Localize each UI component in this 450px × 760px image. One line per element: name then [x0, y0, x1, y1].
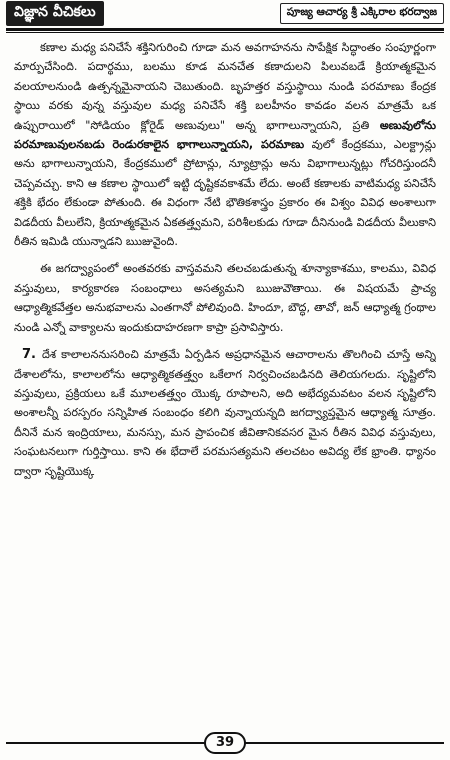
author-name: పూజ్య ఆచార్య శ్రీ ఎక్కిరాల భరద్వాజ	[280, 3, 444, 24]
running-header	[6, 0, 444, 26]
page-body	[14, 38, 436, 726]
paragraph-1-text-a: కణాల మధ్య పనిచేసే శక్తినిగురించి గూడా మన అవగాహనను సాపేక్షిక సిద్ధాంతం సంపూర్ణంగా మార్పుచేసింది. పదార్థము, బలము కూడ మనచేత కణాదులని పిలువబడే క్రియాత్మకమైన వలయాలనుండి ఉత్పన్నమైనాయని చెబుతుంది. బృహత్తర వస్తుస్థాయి నుండి పరమాణు కేంద్రక స్థాయి వరకు వున్న వస్తువుల మధ్య పనిచేసే శక్తి బలహీనం కావడం వలన మాత్రమే ఒక ఉప్పురాయిలో "సోడియం క్లోరైడ్ అణువులు" అన్న భాగాలున్నాయని, ప్రతి	[14, 41, 436, 132]
header-rule-thin	[6, 32, 444, 33]
page-footer	[6, 730, 444, 756]
paragraph-2-text: ఈ జగద్వ్యాపంలో అంతవరకు వాస్తవమని తలచబడుతున్న శూన్యాకాశము, కాలము, వివిధ వస్తువులు, కార్యకారణ సంబంధాలు అసత్యమని ఋజువౌతాయి. ఈ విషయమే ప్రాచ్య ఆధ్యాత్మికవేత్తల అనుభవాలను ఎంతగానో పోలివుంది. హిందూ, బౌద్ధ, తావో, జన్ ఆధ్యాత్మ గ్రంథాల నుండి ఎన్నో వాక్యాలను ఇందుకుదాహరణగా కాప్రా ప్రసావిస్తారు.	[14, 262, 436, 334]
paragraph-2	[14, 259, 436, 337]
paragraph-3-text: దేశ కాలాలననుసరించి మాత్రమే ఏర్పడిన అప్రధానమైన ఆచారాలను తొలగించి చూస్తే అన్ని దేశాలలోను, కాలాలలోను ఆధ్యాత్మికతత్త్వం ఒకేలాగ నిర్వచించబడినది తెలియగలదు. సృష్టిలోని వస్తువులు, ప్రక్రియలు ఒకే మూలతత్త్వం యొక్క రూపాలని, అది అభేద్యమవటం వలన సృష్టిలోని అంశాలన్నీ పరస్పరం సన్నిహిత సంబంధం కలిగి వున్నాయన్నది జగద్వ్యాప్తమైన ఆధ్యాత్మ సూత్రం. దీనినే మన ఇంద్రియాలు, మనస్సు, మన ప్రాపంచిక జీవితానికవసర మైన రీతిన వివిధ వస్తువులు, సంఘటనలుగా గుర్తిస్తాయి. కాని ఈ భేదాలే పరమసత్యమని తలచటం అవిద్య లేక భ్రాంతి. ధ్యానం ద్వారా సృష్టియొక్క	[14, 348, 436, 478]
header-rule	[6, 28, 444, 31]
paragraph-1-text-b: వులో కేంద్రకము, ఎలక్ట్రాన్లు అను భాగాలున్నాయని, కేంద్రకములో ప్రోటాన్లు, న్యూట్రాన్లు అను విభాగాలున్నట్లు గోచరిస్తుందనీ చెప్పవచ్చు. కాని ఆ కణాల స్థాయిలో ఇట్టి దృష్టికవకాశమే లేదు. అంటే కణాలకు వాటిమధ్య పనిచేసే శక్తికి భేదం లేకుండా పోతుంది. ఈ విధంగా నేటి భౌతికశాస్త్రం ప్రకారం ఈ విశ్వం వివిధ అంశాలుగా విడదీయ వీలులేని, క్రియాత్మకమైన ఏకతత్త్వమని, పరిశీలకుడు గూడా దీనినుండి విడదీయ వీలుకాని రీతిన ఇమిడి యున్నాడని ఋజువైంది.	[14, 138, 436, 249]
book-title: విజ్ఞాన వీచికలు	[6, 1, 104, 26]
paragraph-number: 7.	[22, 347, 36, 363]
paragraph-1	[14, 38, 436, 251]
paragraph-3	[14, 345, 436, 481]
page-number: 39	[204, 732, 246, 754]
paragraph-1-bold: అణువులోను పరమాణువులనబడు రెండురకాలైన భాగాలున్నాయని, పరమాణు	[14, 118, 436, 152]
